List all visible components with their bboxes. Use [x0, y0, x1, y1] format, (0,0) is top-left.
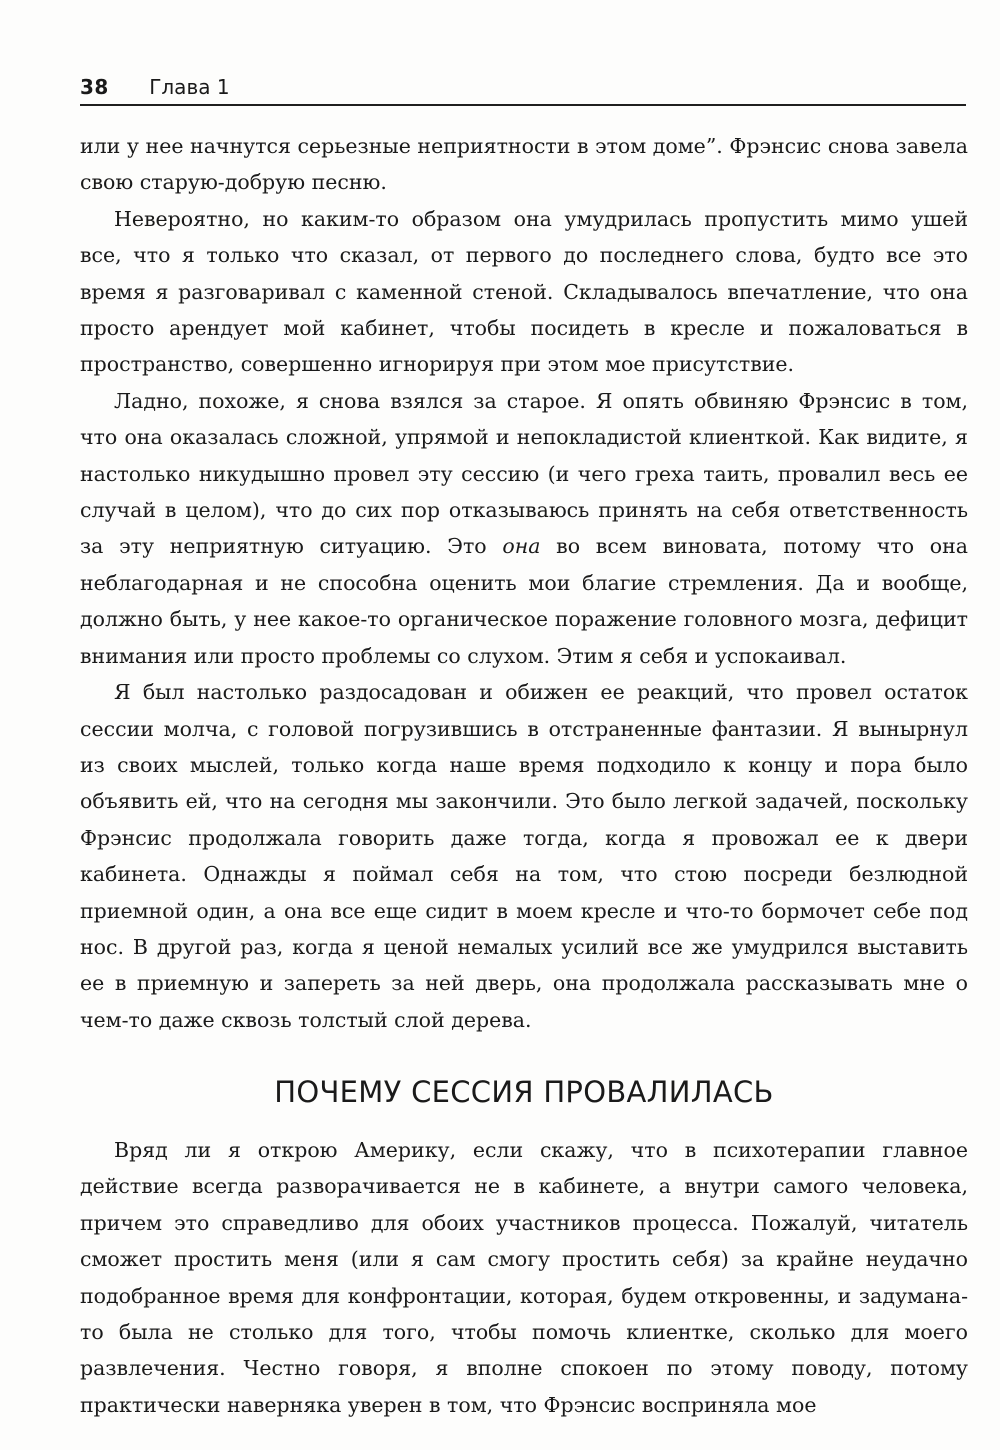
text-run: во всем виновата, потому что она неблагодарная и не способна оценить мои благие стремления. Да и вообще, должно быть, у нее какое-то органическое поражение головного мозга, дефицит внимания или просто проблемы со слухом. Этим я себя и успокаивал. — [80, 534, 968, 668]
paragraph — [80, 383, 968, 674]
section-heading: ПОЧЕМУ СЕССИЯ ПРОВАЛИЛАСЬ — [274, 1075, 774, 1109]
text-run: Невероятно, но каким-то образом она умудрилась пропустить мимо ушей все, что я только что сказал, от первого до последнего слова, будто все это время я разговаривал с каменной стеной. Складывалось впечатление, что она просто арендует мой кабинет, чтобы посидеть в кресле и пожаловаться в пространство, совершенно игнорируя при этом мое присутствие. — [80, 206, 968, 377]
body-text — [80, 128, 968, 1038]
paragraph: Вряд ли я открою Америку, если скажу, что в психотерапии главное действие всегда разворачивается не в кабинете, а внутри самого человека, причем это справедливо для обоих участников процесса. Пожалуй, читатель сможет простить меня (или я сам смогу простить себя) за крайне неудачно подобранное время для конфронтации, которая, будем откровенны, и задумана-то была не столько для того, чтобы помочь клиентке, сколько для моего развлечения. Честно говоря, я вполне спокоен по этому поводу, потому практически наверняка уверен в том, что Фрэнсис восприняла мое — [80, 1138, 968, 1417]
paragraph — [80, 674, 968, 1038]
text-run: Я был настолько раздосадован и обижен ее реакций, что провел остаток сессии молча, с головой погрузившись в отстраненные фантазии. Я вынырнул из своих мыслей, только когда наше время подходило к концу и пора было объявить ей, что на сегодня мы закончили. Это было легкой задачей, поскольку Фрэнсис продолжала говорить даже тогда, когда я провожал ее к двери кабинета. Однажды я поймал себя на том, что стою посреди безлюдной приемной один, а она все еще сидит в моем кресле и что-то бормочет себе под нос. В другой раз, когда я ценой немалых усилий все же умудрился выставить ее в приемную и запереть за ней дверь, она продолжала рассказывать мне о чем-то даже сквозь толстый слой дерева. — [80, 680, 968, 1032]
page-number: 38 — [80, 75, 109, 99]
chapter-label: Глава 1 — [149, 75, 230, 99]
text-run: Ладно, похоже, я снова взялся за старое. Я опять обвиняю Фрэнсис в том, что она оказалась сложной, упрямой и непокладистой клиенткой. Как видите, я настолько никудышно провел эту сессию (и чего греха таить, провалил весь ее случай в целом), что до сих пор отказываюсь принять на себя ответственность за эту неприятную ситуацию. Это — [80, 388, 968, 559]
running-head — [80, 70, 966, 106]
section-body — [80, 1132, 968, 1423]
paragraph — [80, 201, 968, 383]
paragraph — [80, 128, 968, 201]
italic-text: она — [502, 534, 541, 559]
text-run: или у нее начнутся серьезные неприятности в этом доме”. Фрэнсис снова завела свою старую-добрую песню. — [80, 134, 968, 195]
